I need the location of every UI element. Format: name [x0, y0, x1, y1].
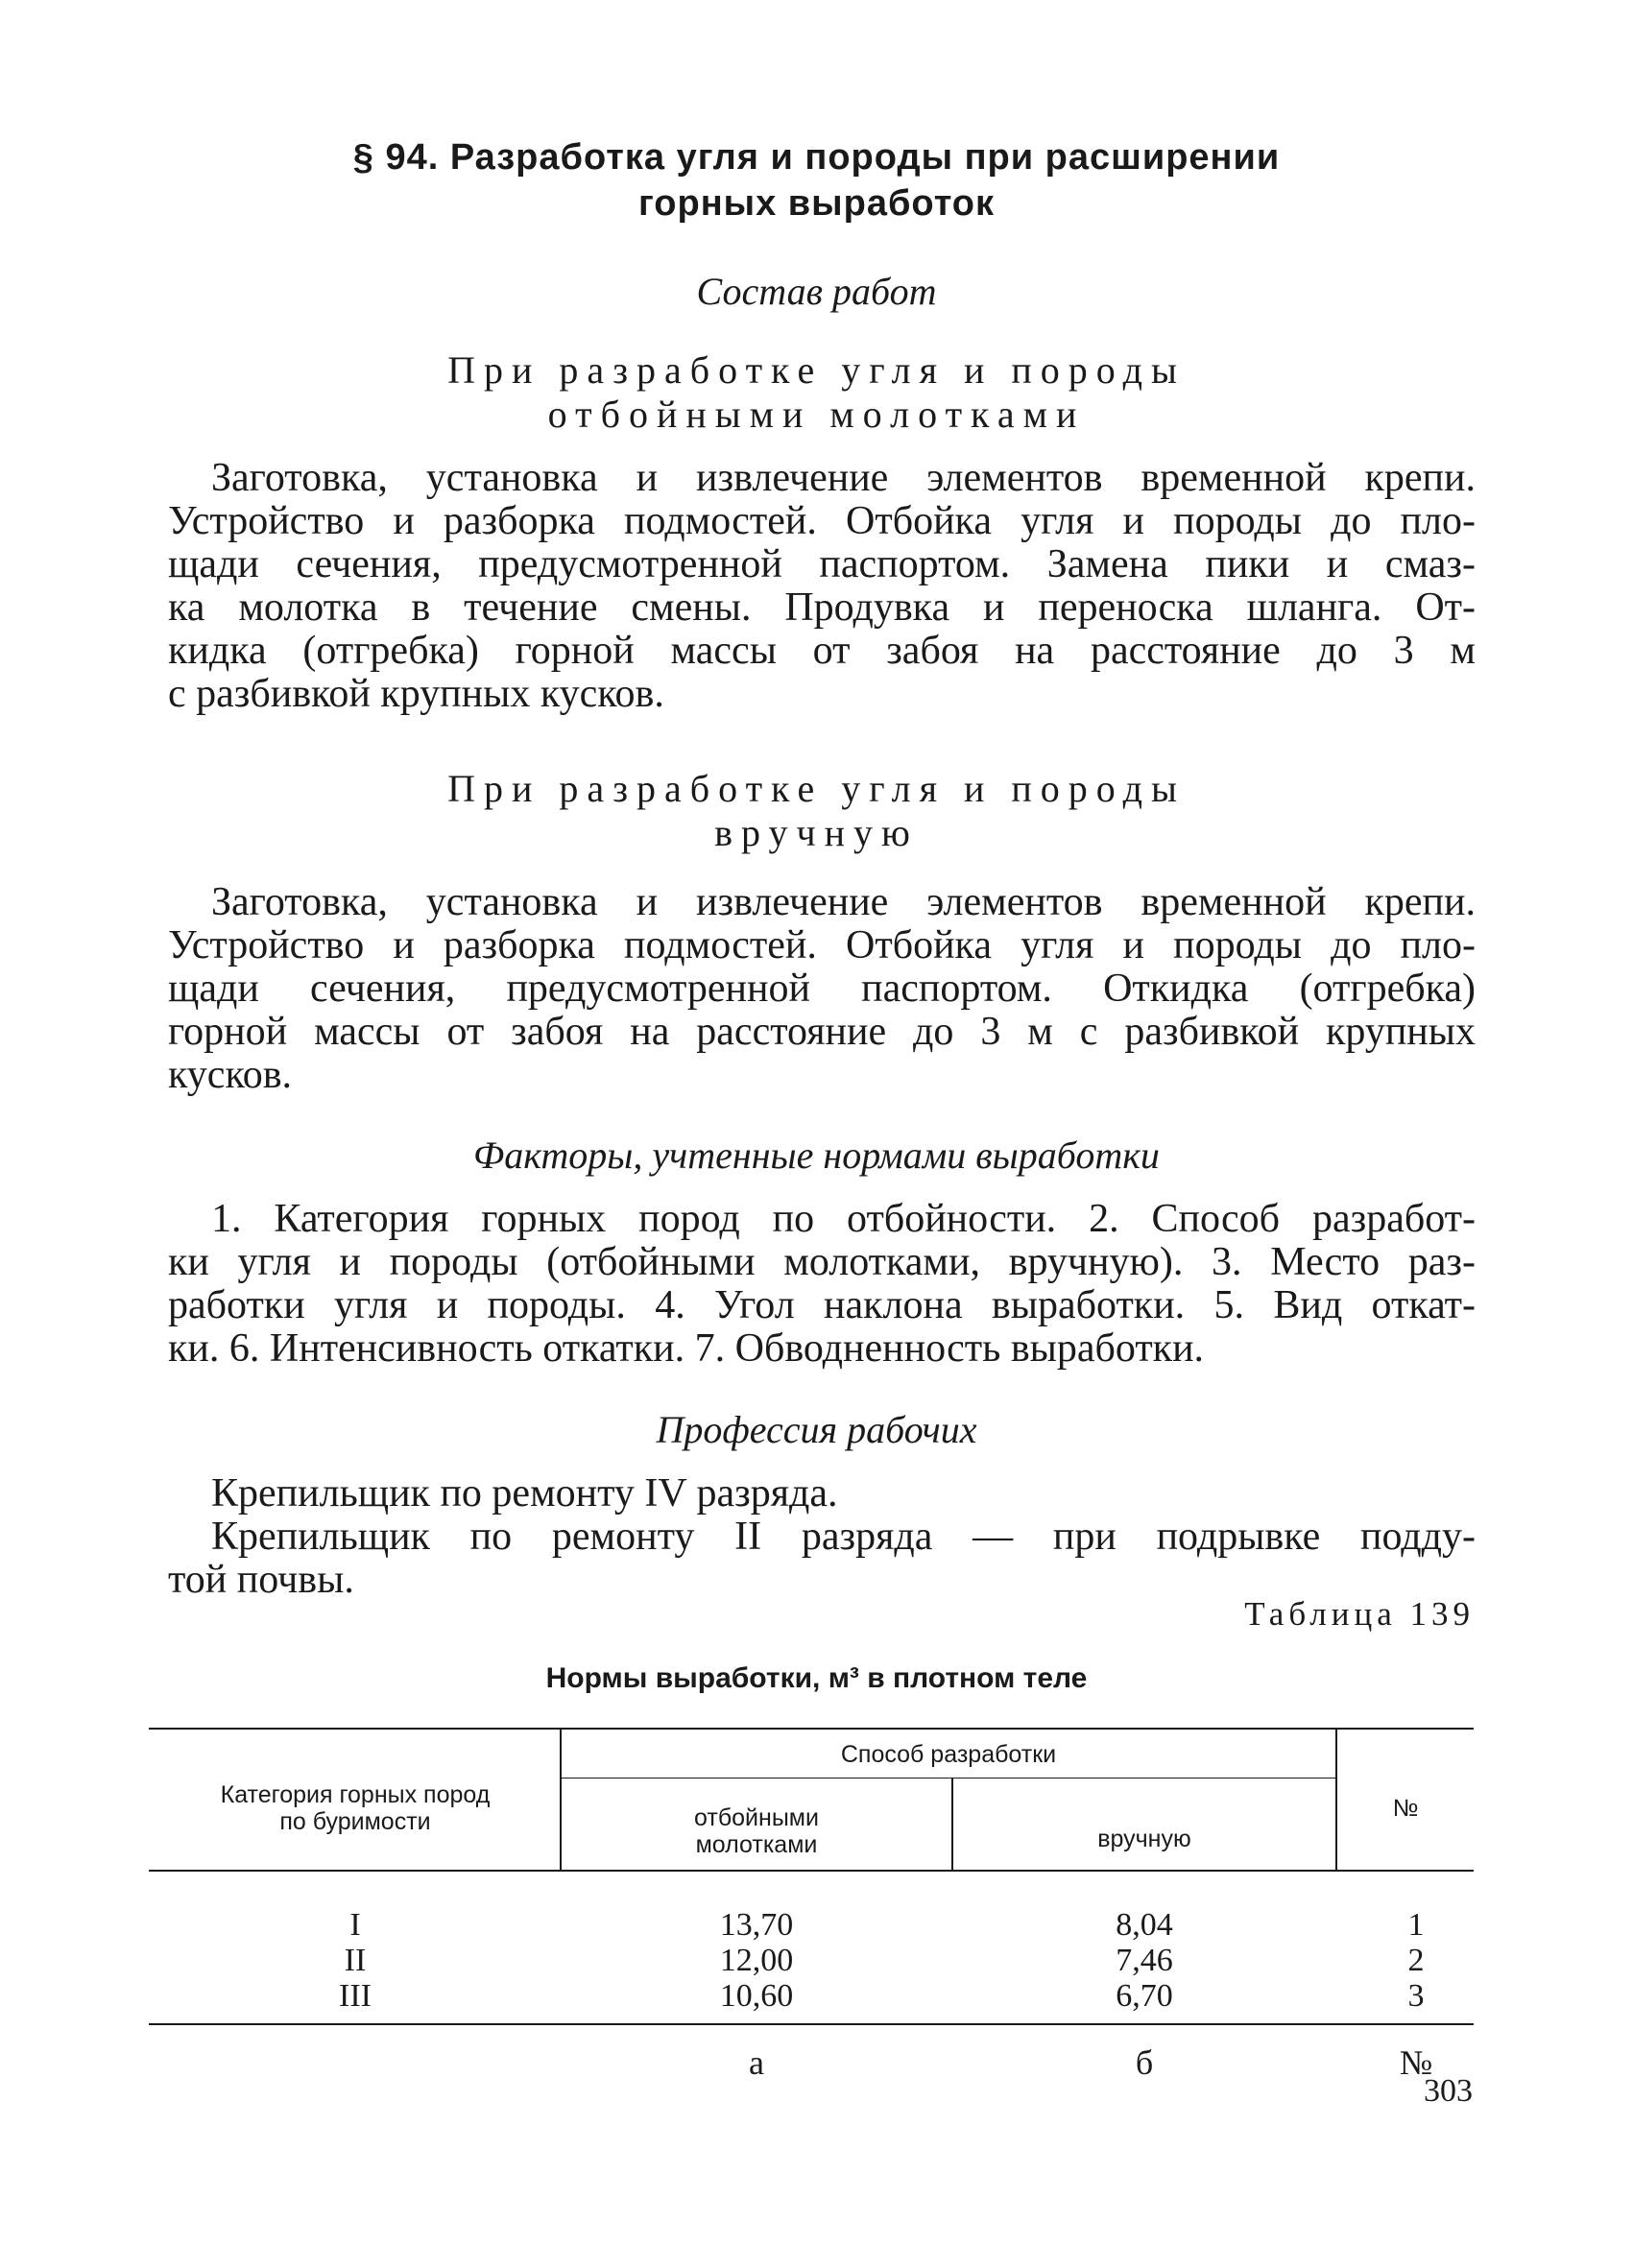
row-number: 3 — [1407, 1978, 1425, 2014]
paragraph-line: Устройство и разборка подмостей. Отбойка угля и породы до пло- — [168, 499, 1476, 543]
manual-section-heading-line1: При разработке угля и породы — [447, 767, 1186, 810]
paragraph-line: ка молотка в течение смены. Продувка и переноска шланга. От- — [168, 585, 1476, 630]
section-title-line1: § 94. Разработка угля и породы при расширении — [352, 137, 1281, 178]
paragraph-line: работки угля и породы. 4. Угол наклона выработки. 5. Вид откат- — [168, 1283, 1476, 1327]
paragraph-line: Устройство и разборка подмостей. Отбойка угля и породы до пло- — [168, 923, 1476, 967]
paragraph-line: Заготовка, установка и извлечение элементов временной крепи. — [211, 880, 1476, 924]
header-hammers — [562, 1804, 951, 1858]
profession-paragraph — [168, 1472, 1476, 1602]
header-hammers-line1: отбойными — [694, 1804, 819, 1831]
paragraph-line: ки угля и породы (отбойными молотками, вручную). 3. Место раз- — [168, 1240, 1476, 1284]
composition-heading: Состав работ — [696, 270, 937, 313]
paragraph-line: Крепильщик по ремонту IV разряда. — [211, 1471, 838, 1516]
paragraph-line: той почвы. — [168, 1558, 354, 1602]
row-category: I — [349, 1907, 361, 1943]
table-top-rule — [149, 1728, 1474, 1730]
hammer-section-heading-line1: При разработке угля и породы — [447, 348, 1186, 392]
header-method: Способ разработки — [840, 1741, 1057, 1768]
header-category-line1: Категория горных пород — [220, 1781, 491, 1808]
table-header-mid-rule — [562, 1778, 1337, 1779]
table-title: Нормы выработки, м³ в плотном теле — [545, 1662, 1088, 1694]
row-manual: 8,04 — [1116, 1907, 1173, 1943]
section-title-line2: горных выработок — [637, 183, 996, 224]
manual-section-paragraph — [168, 881, 1476, 1097]
row-category: III — [339, 1978, 372, 2014]
paragraph-line: ки. 6. Интенсивность откатки. 7. Обводненность выработки. — [168, 1326, 1205, 1371]
paragraph-line: с разбивкой крупных кусков. — [168, 672, 664, 716]
row-manual: 6,70 — [1116, 1978, 1173, 2014]
table-bottom-rule — [149, 2023, 1474, 2025]
row-number: 2 — [1407, 1943, 1425, 1978]
paragraph-line: горной массы от забоя на расстояние до 3 м с разбивкой крупных — [168, 1010, 1476, 1054]
table-header-bottom-rule — [149, 1870, 1474, 1872]
header-number: № — [1392, 1795, 1419, 1822]
row-number: 1 — [1407, 1907, 1425, 1943]
row-hammers: 12,00 — [719, 1943, 794, 1978]
paragraph-line: щади сечения, предусмотренной паспортом. Откидка (отгребка) — [168, 967, 1476, 1011]
manual-section-heading-line2: вручную — [714, 811, 919, 854]
header-hammers-line2: молотками — [695, 1831, 818, 1858]
row-manual: 7,46 — [1116, 1943, 1173, 1978]
paragraph-line: 1. Категория горных пород по отбойности. 2. Способ разработ- — [211, 1197, 1476, 1241]
paragraph-line: Крепильщик по ремонту II разряда — при подрывке подду- — [211, 1515, 1476, 1559]
table-label: Таблица 139 — [1244, 1595, 1475, 1633]
column-label-a: а — [749, 2043, 764, 2082]
paragraph-line: Заготовка, установка и извлечение элементов временной крепи. — [211, 456, 1476, 500]
paragraph-line: щади сечения, предусмотренной паспортом. Замена пики и смаз- — [168, 542, 1476, 586]
profession-heading: Профессия рабочих — [656, 1408, 977, 1451]
header-category — [154, 1781, 557, 1835]
factors-paragraph — [168, 1198, 1476, 1371]
row-category: II — [344, 1943, 367, 1978]
factors-heading: Факторы, учтенные нормами выработки — [473, 1134, 1160, 1177]
table-divider-2 — [951, 1778, 953, 1870]
column-label-number: № — [1399, 2043, 1433, 2082]
row-hammers: 13,70 — [719, 1907, 794, 1943]
paragraph-line: кидка (отгребка) горной массы от забоя на расстояние до 3 м — [168, 629, 1476, 673]
header-manual: вручную — [1097, 1826, 1191, 1852]
column-label-b: б — [1135, 2043, 1154, 2082]
hammer-section-paragraph — [168, 457, 1476, 716]
row-hammers: 10,60 — [719, 1978, 794, 2014]
paragraph-line: кусков. — [168, 1053, 293, 1097]
header-category-line2: по буримости — [279, 1808, 431, 1835]
page-number: 303 — [1424, 2073, 1473, 2109]
hammer-section-heading-line2: отбойными молотками — [547, 393, 1086, 436]
